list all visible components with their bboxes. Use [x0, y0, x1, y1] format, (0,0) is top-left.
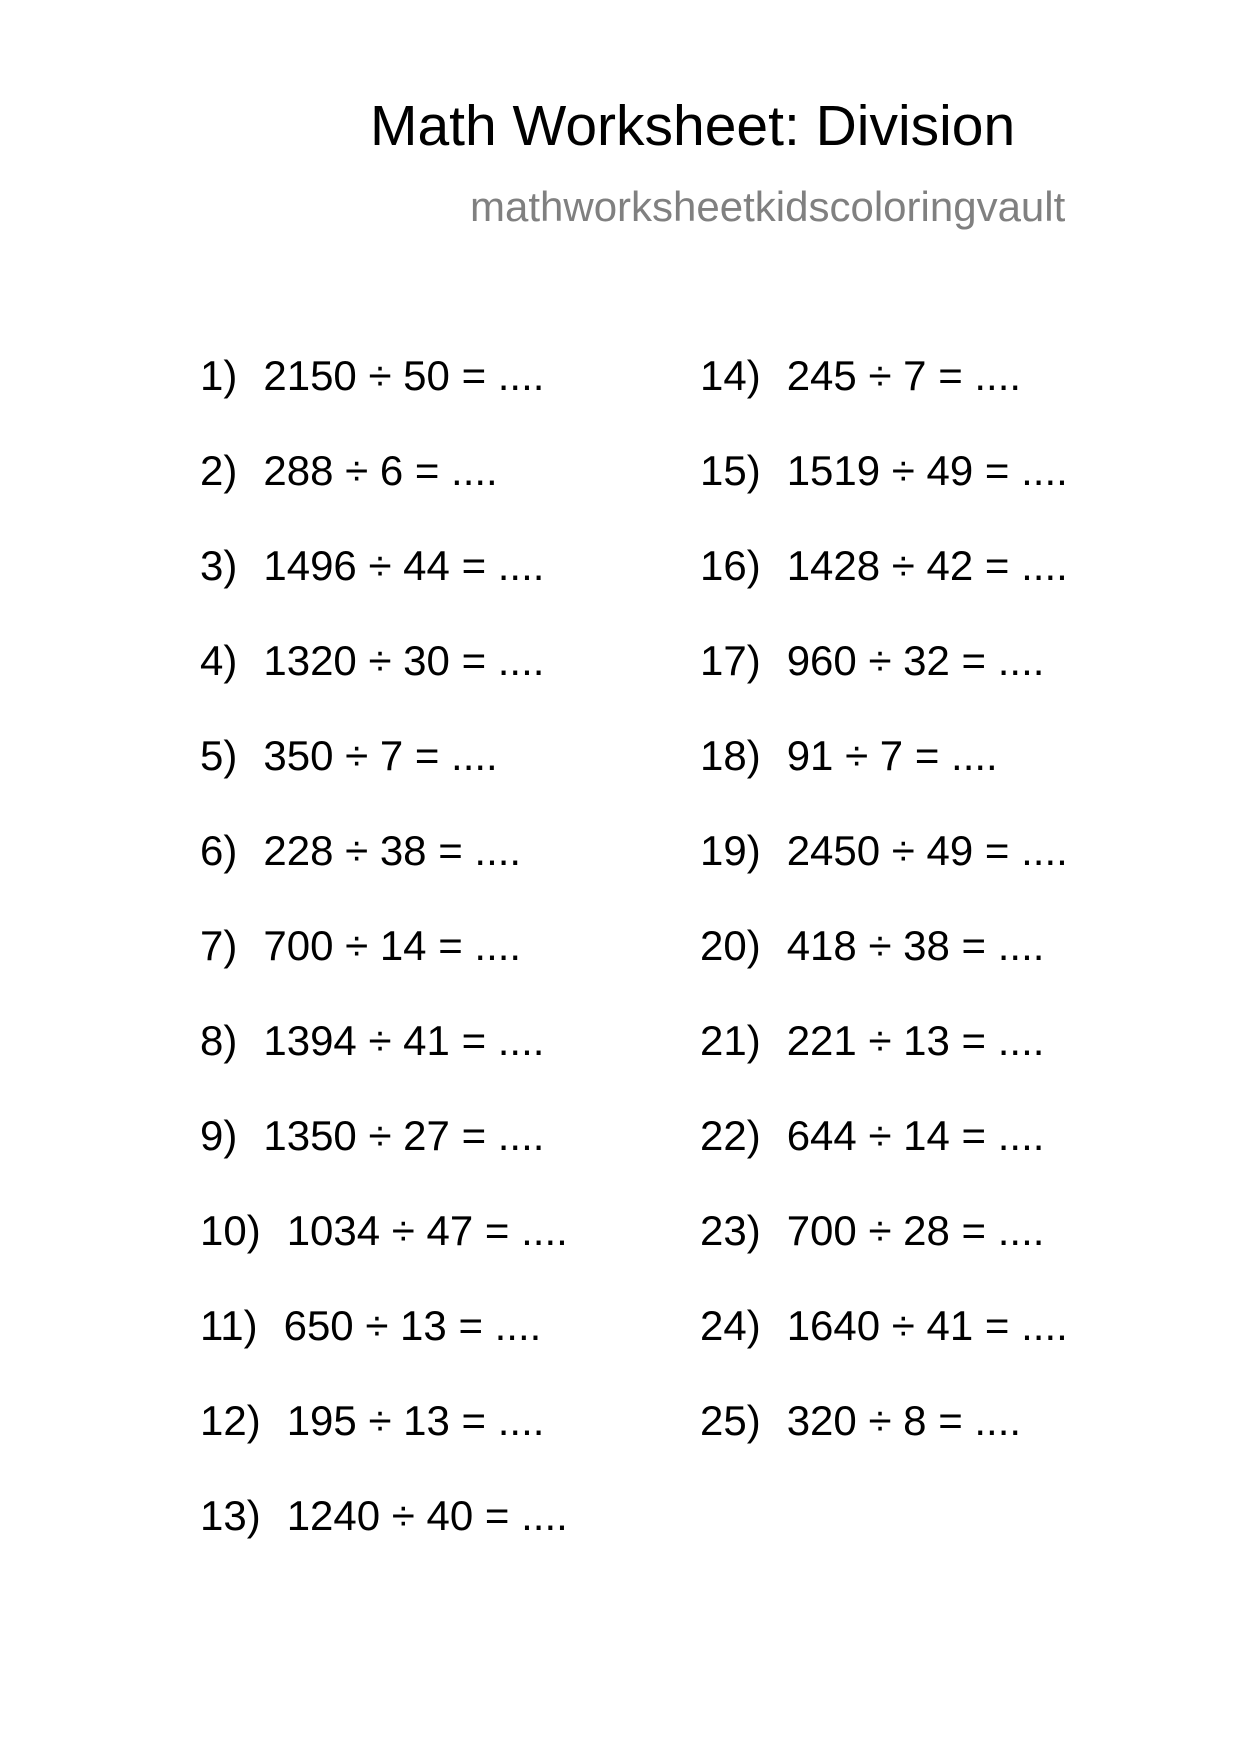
- problem-number: 23): [700, 1207, 761, 1254]
- problem-number: 25): [700, 1397, 761, 1444]
- problem-expression: 418 ÷ 38 = ....: [786, 922, 1045, 969]
- problem-item: [700, 1207, 1068, 1302]
- problem-number: 3): [200, 542, 238, 589]
- problem-item: [200, 1492, 568, 1587]
- problem-expression: 228 ÷ 38 = ....: [263, 827, 522, 874]
- problem-item: [200, 1397, 568, 1492]
- problem-expression: 2450 ÷ 49 = ....: [786, 827, 1068, 874]
- problem-item: [200, 1112, 568, 1207]
- problem-expression: 1640 ÷ 41 = ....: [786, 1302, 1068, 1349]
- problem-item: [200, 1017, 568, 1112]
- problem-number: 11): [200, 1302, 258, 1349]
- problem-number: 7): [200, 922, 238, 969]
- problem-item: [700, 732, 1068, 827]
- problem-number: 21): [700, 1017, 761, 1064]
- problem-item: [700, 447, 1068, 542]
- problem-column-right: [700, 352, 1068, 1492]
- problem-expression: 1428 ÷ 42 = ....: [786, 542, 1068, 589]
- problem-item: [200, 542, 568, 637]
- problem-expression: 1034 ÷ 47 = ....: [286, 1207, 568, 1254]
- problem-expression: 245 ÷ 7 = ....: [786, 352, 1022, 399]
- problem-number: 16): [700, 542, 761, 589]
- problem-number: 1): [200, 352, 238, 399]
- problem-item: [200, 1302, 568, 1397]
- page-title: Math Worksheet: Division: [370, 94, 1016, 158]
- problem-expression: 650 ÷ 13 = ....: [283, 1302, 542, 1349]
- problem-item: [700, 637, 1068, 732]
- problem-column-left: [200, 352, 568, 1587]
- problem-expression: 1394 ÷ 41 = ....: [263, 1017, 545, 1064]
- problem-expression: 320 ÷ 8 = ....: [786, 1397, 1022, 1444]
- problem-number: 10): [200, 1207, 261, 1254]
- page-subtitle: mathworksheetkidscoloringvault: [470, 183, 1066, 230]
- problem-item: [700, 922, 1068, 1017]
- problem-expression: 2150 ÷ 50 = ....: [263, 352, 545, 399]
- problem-item: [700, 1017, 1068, 1112]
- problem-item: [200, 1207, 568, 1302]
- problem-number: 14): [700, 352, 761, 399]
- problem-number: 24): [700, 1302, 761, 1349]
- problem-expression: 1496 ÷ 44 = ....: [263, 542, 545, 589]
- problem-number: 22): [700, 1112, 761, 1159]
- problem-expression: 350 ÷ 7 = ....: [263, 732, 498, 779]
- problem-number: 15): [700, 447, 761, 494]
- problem-expression: 1320 ÷ 30 = ....: [263, 637, 545, 684]
- problem-number: 5): [200, 732, 238, 779]
- problem-expression: 288 ÷ 6 = ....: [263, 447, 498, 494]
- problem-number: 20): [700, 922, 761, 969]
- problem-expression: 1519 ÷ 49 = ....: [786, 447, 1068, 494]
- problem-item: [700, 1112, 1068, 1207]
- problem-number: 17): [700, 637, 761, 684]
- problem-item: [700, 827, 1068, 922]
- problem-expression: 644 ÷ 14 = ....: [786, 1112, 1045, 1159]
- problem-item: [700, 352, 1068, 447]
- problem-item: [200, 352, 568, 447]
- problem-number: 8): [200, 1017, 238, 1064]
- problem-expression: 960 ÷ 32 = ....: [786, 637, 1045, 684]
- problem-item: [200, 447, 568, 542]
- problem-number: 19): [700, 827, 761, 874]
- problem-expression: 221 ÷ 13 = ....: [786, 1017, 1045, 1064]
- problem-item: [700, 1302, 1068, 1397]
- problem-number: 12): [200, 1397, 261, 1444]
- problem-item: [200, 637, 568, 732]
- problem-expression: 195 ÷ 13 = ....: [286, 1397, 545, 1444]
- problem-item: [200, 922, 568, 1017]
- problem-expression: 700 ÷ 14 = ....: [263, 922, 522, 969]
- problem-item: [200, 732, 568, 827]
- problem-item: [200, 827, 568, 922]
- problem-item: [700, 1397, 1068, 1492]
- problem-expression: 91 ÷ 7 = ....: [786, 732, 998, 779]
- problem-number: 4): [200, 637, 238, 684]
- problem-item: [700, 542, 1068, 637]
- problem-number: 9): [200, 1112, 238, 1159]
- problem-number: 6): [200, 827, 238, 874]
- problem-number: 13): [200, 1492, 261, 1539]
- problem-expression: 700 ÷ 28 = ....: [786, 1207, 1045, 1254]
- problem-number: 18): [700, 732, 761, 779]
- problem-expression: 1350 ÷ 27 = ....: [263, 1112, 545, 1159]
- problem-number: 2): [200, 447, 238, 494]
- problem-expression: 1240 ÷ 40 = ....: [286, 1492, 568, 1539]
